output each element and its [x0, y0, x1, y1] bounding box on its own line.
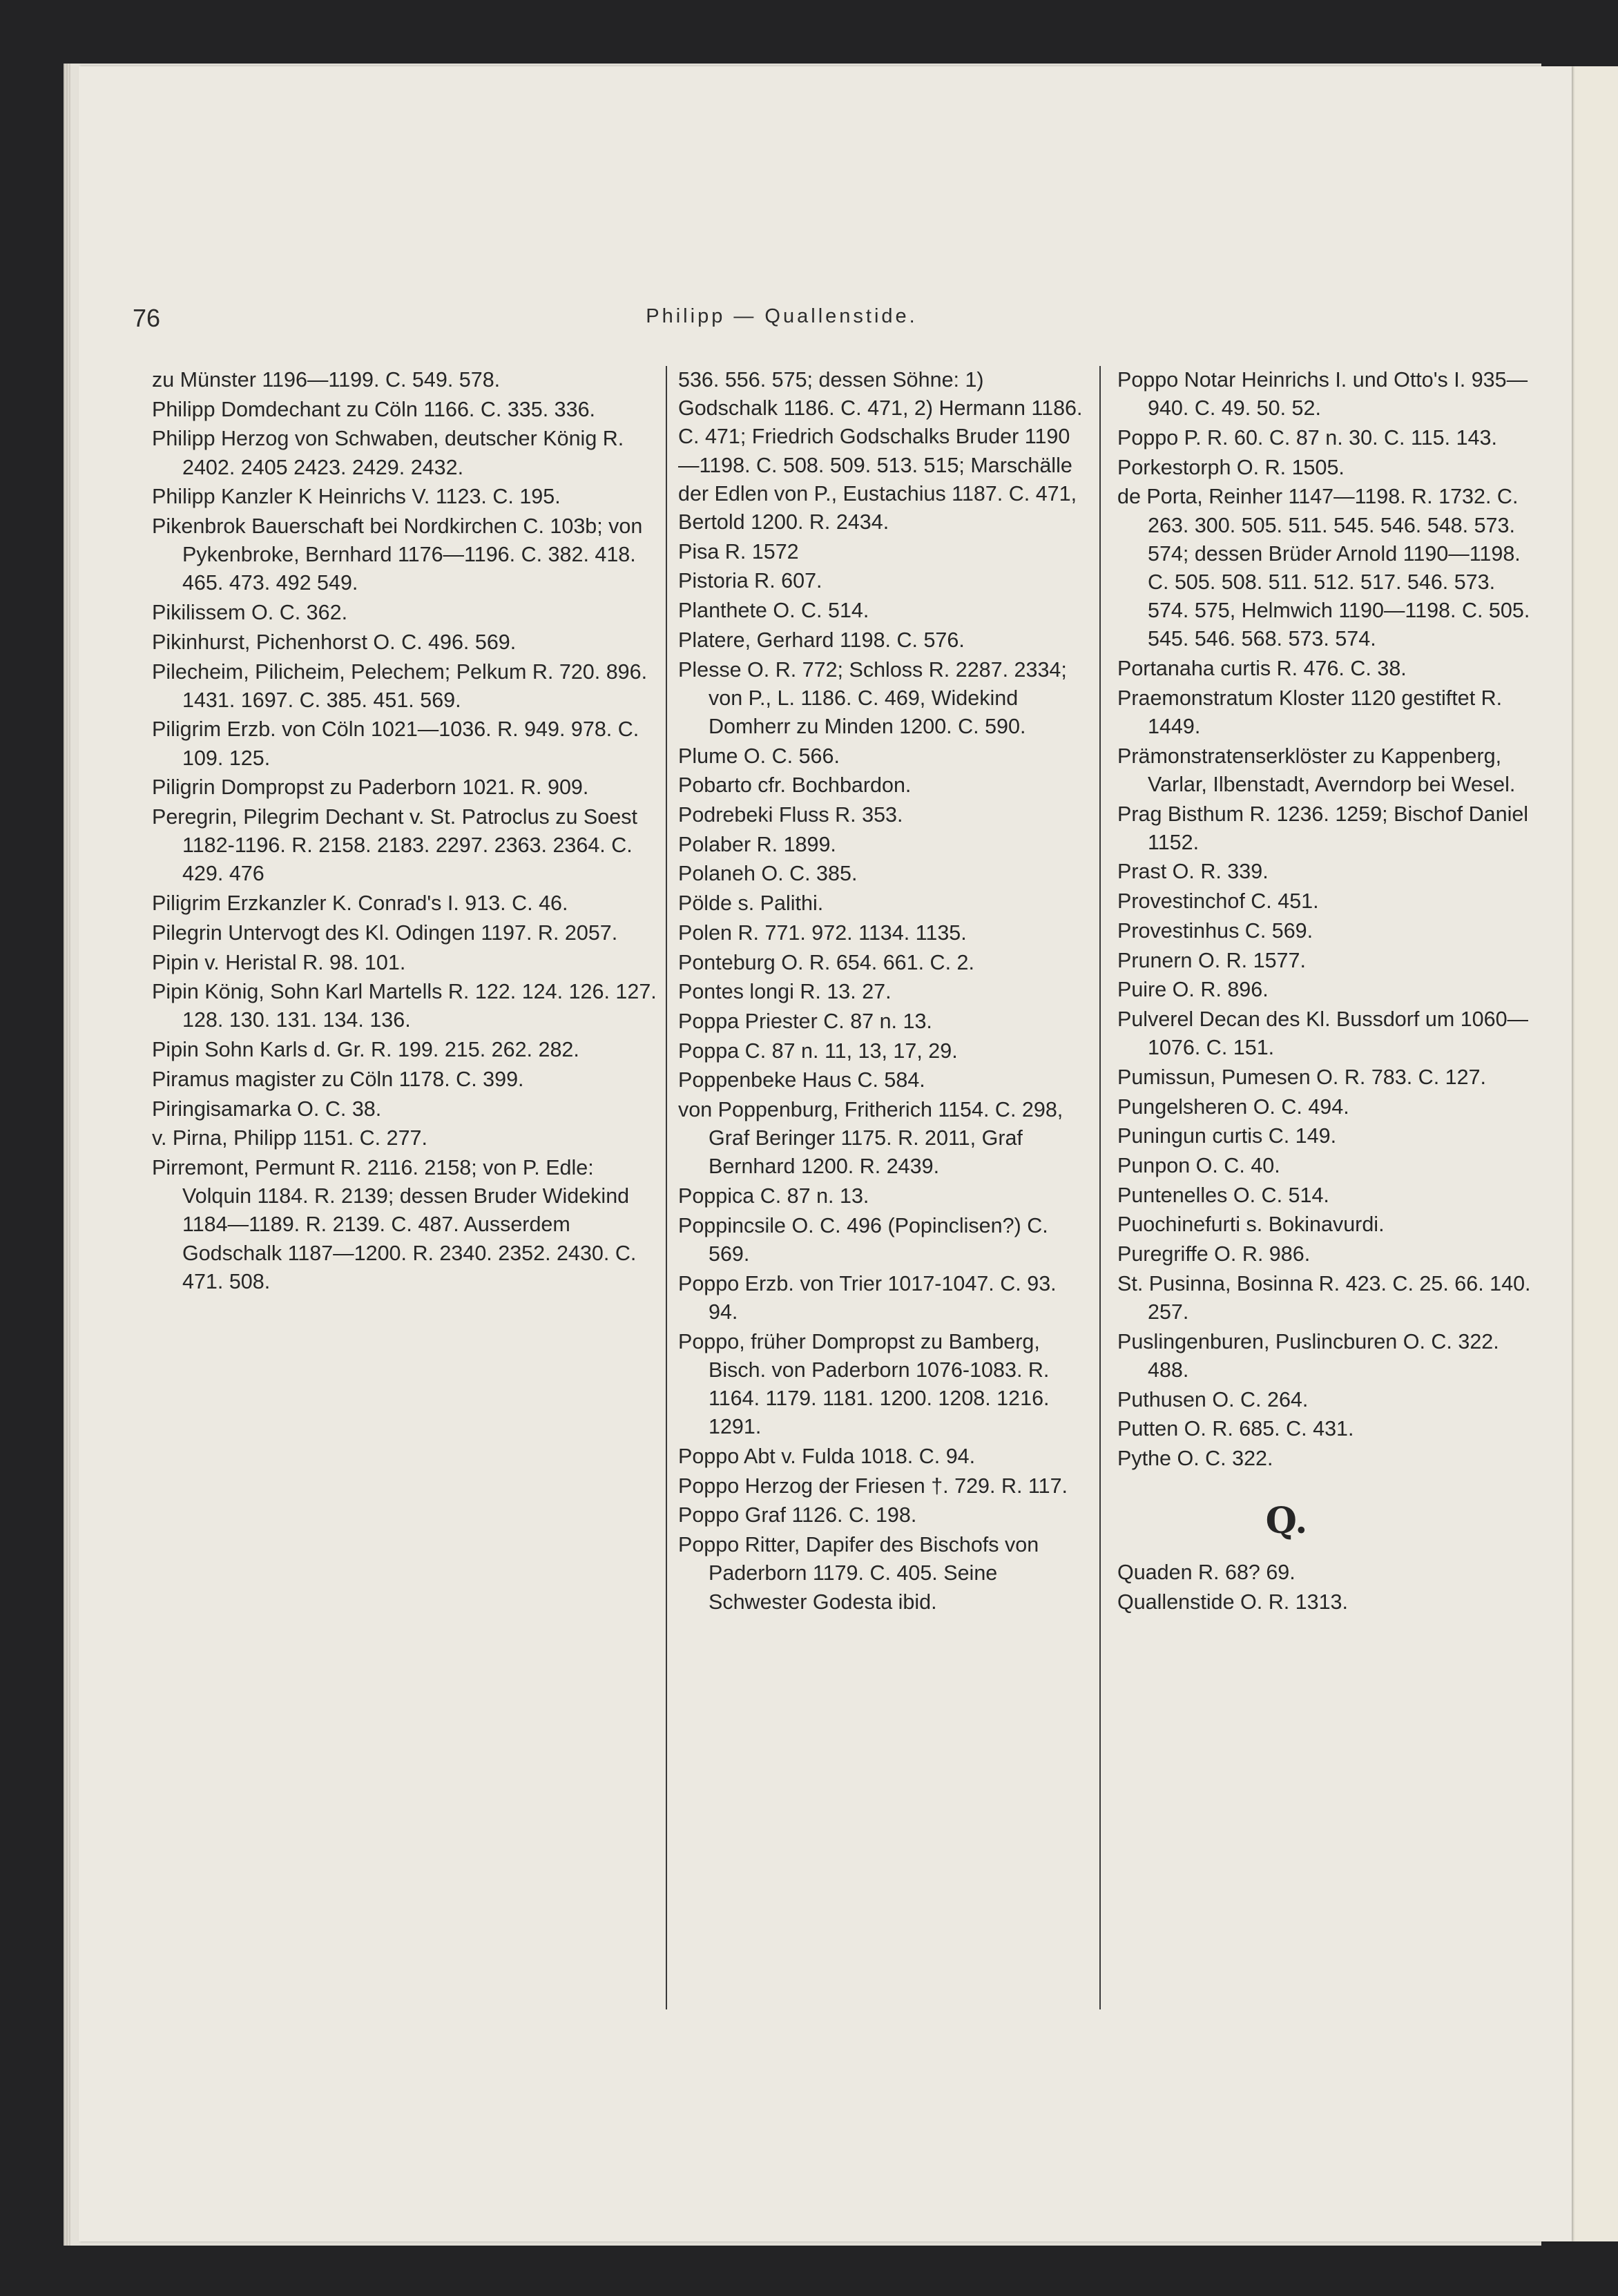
index-entry: Philipp Herzog von Schwaben, deutscher König R. 2402. 2405 2423. 2429. 2432.	[152, 427, 624, 479]
index-entry: Pistoria R. 607.	[678, 569, 822, 593]
index-entry: Prämonstratenserklöster zu Kappenberg, Varlar, Ilbenstadt, Averndorp bei Wesel.	[1117, 744, 1516, 796]
index-entry: Pölde s. Palithi.	[678, 891, 824, 916]
index-entry: Pisa R. 1572	[678, 539, 799, 563]
index-entry: Poppo Erzb. von Trier 1017-1047. C. 93. 94.	[678, 1271, 1057, 1324]
index-entry: Pipin König, Sohn Karl Martells R. 122. 124. 126. 127. 128. 130. 131. 134. 136.	[152, 980, 657, 1032]
section-letter-heading: Q.	[1265, 1500, 1308, 1543]
index-entry: Pipin v. Heristal R. 98. 101.	[152, 950, 406, 974]
index-entry: St. Pusinna, Bosinna R. 423. C. 25. 66. 140. 257.	[1117, 1271, 1531, 1324]
index-entry: Puntenelles O. C. 514.	[1117, 1183, 1329, 1207]
index-entry: Platere, Gerhard 1198. C. 576.	[678, 628, 965, 652]
page-number: 76	[133, 304, 161, 332]
index-entry: Provestinchof C. 451.	[1117, 889, 1319, 914]
index-entry: Puire O. R. 896.	[1117, 978, 1269, 1002]
facing-page-edge	[1569, 66, 1618, 2241]
index-entry: Piligrin Dompropst zu Paderborn 1021. R. 909.	[152, 775, 589, 800]
index-entry: Prag Bisthum R. 1236. 1259; Bischof Daniel 1152.	[1117, 802, 1529, 854]
index-entry: Planthete O. C. 514.	[678, 599, 869, 623]
index-entry: Poppenbeke Haus C. 584.	[678, 1068, 925, 1092]
index-entry: Poppo Abt v. Fulda 1018. C. 94.	[678, 1445, 976, 1469]
index-entry: Poppica C. 87 n. 13.	[678, 1184, 869, 1208]
index-entry: Porkestorph O. R. 1505.	[1117, 455, 1345, 479]
index-entry: Piligrim Erzkanzler K. Conrad's I. 913. C. 46.	[152, 891, 568, 916]
index-entry: zu Münster 1196—1199. C. 549. 578.	[152, 368, 501, 392]
index-entry: Portanaha curtis R. 476. C. 38.	[1117, 657, 1407, 681]
index-entry: Piringisamarka O. C. 38.	[152, 1097, 382, 1121]
index-entry: v. Pirna, Philipp 1151. C. 277.	[152, 1126, 427, 1150]
index-entry: Poppa Priester C. 87 n. 13.	[678, 1009, 932, 1033]
index-entry: Pobarto cfr. Bochbardon.	[678, 773, 912, 798]
index-entry: Puslingenburen, Puslincburen O. C. 322. 488.	[1117, 1329, 1499, 1382]
index-entry: Poppo P. R. 60. C. 87 n. 30. C. 115. 143.	[1117, 425, 1497, 450]
index-entry: Pungelsheren O. C. 494.	[1117, 1094, 1349, 1119]
index-entry: Prast O. R. 339.	[1117, 860, 1269, 884]
index-entry: Podrebeki Fluss R. 353.	[678, 803, 903, 827]
index-entry: Poppo Graf 1126. C. 198.	[678, 1503, 917, 1527]
index-entry: Philipp Kanzler K Heinrichs V. 1123. C. 195.	[152, 485, 561, 509]
index-entry: Plesse O. R. 772; Schloss R. 2287. 2334; von P., L. 1186. C. 469, Widekind Domherr zu Minden 1200. C. 590.	[678, 657, 1067, 738]
index-entry: Poppo, früher Dompropst zu Bamberg, Bisch. von Paderborn 1076-1083. R. 1164. 1179. 1181. 1200. 1208. 1216. 1291.	[678, 1329, 1050, 1439]
index-entry: Pulverel Decan des Kl. Bussdorf um 1060—1076. C. 151.	[1117, 1007, 1529, 1060]
index-entry: Quaden R. 68? 69.	[1117, 1561, 1296, 1585]
index-entry: Piramus magister zu Cöln 1178. C. 399.	[152, 1067, 524, 1091]
index-entry: Poppo Herzog der Friesen †. 729. R. 117.	[678, 1474, 1068, 1498]
index-column-2	[678, 366, 1086, 2023]
index-entry: Pipin Sohn Karls d. Gr. R. 199. 215. 262. 282.	[152, 1038, 579, 1062]
index-entry: Pirremont, Permunt R. 2116. 2158; von P. Edle: Volquin 1184. R. 2139; dessen Bruder Widekind 1184—1189. R. 2139. C. 487. Ausserdem Godschalk 1187—1200. R. 2340. 2352. 2430. C. 471. 508.	[152, 1155, 637, 1293]
index-entry: Pumissun, Pumesen O. R. 783. C. 127.	[1117, 1065, 1487, 1089]
index-entry: Punpon O. C. 40.	[1117, 1153, 1280, 1177]
index-entry: Pythe O. C. 322.	[1117, 1447, 1273, 1471]
index-entry: Pikenbrok Bauerschaft bei Nordkirchen C. 103b; von Pykenbroke, Bernhard 1176—1196. C. 382. 418. 465. 473. 492 549.	[152, 514, 643, 595]
index-entry: Poppo Ritter, Dapifer des Bischofs von Paderborn 1179. C. 405. Seine Schwester Godesta ibid.	[678, 1533, 1039, 1614]
page-header	[133, 304, 1431, 338]
index-entry: Puningun curtis C. 149.	[1117, 1124, 1337, 1148]
index-entry: Pontes longi R. 13. 27.	[678, 980, 892, 1004]
index-entry: Pilecheim, Pilicheim, Pelechem; Pelkum R. 720. 896. 1431. 1697. C. 385. 451. 569.	[152, 659, 648, 712]
index-entry: von Poppenburg, Fritherich 1154. C. 298, Graf Beringer 1175. R. 2011, Graf Bernhard 1200. R. 2439.	[678, 1098, 1063, 1179]
index-entry: Polen R. 771. 972. 1134. 1135.	[678, 920, 967, 945]
index-entry: Plume O. C. 566.	[678, 744, 840, 768]
index-entry: Polaneh O. C. 385.	[678, 862, 858, 886]
index-entry: Polaber R. 1899.	[678, 832, 836, 856]
index-entry: Pikinhurst, Pichenhorst O. C. 496. 569.	[152, 630, 517, 654]
index-entry: Puochinefurti s. Bokinavurdi.	[1117, 1213, 1385, 1237]
index-entry: Puregriffe O. R. 986.	[1117, 1242, 1311, 1266]
index-entry: Piligrim Erzb. von Cöln 1021—1036. R. 949. 978. C. 109. 125.	[152, 717, 639, 770]
index-column-1	[152, 366, 663, 2023]
index-entry: Pikilissem O. C. 362.	[152, 601, 348, 625]
index-entry: Provestinhus C. 569.	[1117, 918, 1313, 943]
index-entry: Pilegrin Untervogt des Kl. Odingen 1197. R. 2057.	[152, 920, 618, 945]
index-column-3	[1117, 366, 1532, 2023]
index-entry: Praemonstratum Kloster 1120 gestiftet R. 1449.	[1117, 686, 1503, 738]
index-entry: Poppo Notar Heinrichs I. und Otto's I. 935—940. C. 49. 50. 52.	[1117, 368, 1528, 421]
index-entry: 536. 556. 575; dessen Söhne: 1) Godschalk 1186. C. 471, 2) Hermann 1186. C. 471; Friedrich Godschalks Bruder 1190—1198. C. 508. 509. 513. 515; Marschälle der Edlen von P., Eustachius 1187. C. 471, Bertold 1200. R. 2434.	[678, 368, 1083, 534]
index-entry: Peregrin, Pilegrim Dechant v. St. Patroclus zu Soest 1182-1196. R. 2158. 2183. 2297. 2363. 2364. C. 429. 476	[152, 805, 637, 886]
index-entry: Poppincsile O. C. 496 (Popinclisen?) C. 569.	[678, 1213, 1048, 1266]
index-entry: Ponteburg O. R. 654. 661. C. 2.	[678, 950, 974, 974]
index-entry: Quallenstide O. R. 1313.	[1117, 1590, 1348, 1614]
index-entry: Puthusen O. C. 264.	[1117, 1387, 1309, 1411]
index-entry: Poppa C. 87 n. 11, 13, 17, 29.	[678, 1039, 958, 1063]
index-entry: Philipp Domdechant zu Cöln 1166. C. 335. 336.	[152, 397, 596, 421]
index-entry: de Porta, Reinher 1147—1198. R. 1732. C. 263. 300. 505. 511. 545. 546. 548. 573. 574; dessen Brüder Arnold 1190—1198. C. 505. 508. 511. 512. 517. 546. 573. 574. 575, Helmwich 1190—1198. C. 505. 545. 546. 568. 573. 574.	[1117, 485, 1530, 651]
column-divider	[1099, 366, 1101, 2009]
index-entry: Prunern O. R. 1577.	[1117, 948, 1306, 972]
index-entry: Putten O. R. 685. C. 431.	[1117, 1417, 1354, 1441]
running-head: Philipp — Quallenstide.	[646, 305, 918, 327]
column-divider	[666, 366, 667, 2009]
